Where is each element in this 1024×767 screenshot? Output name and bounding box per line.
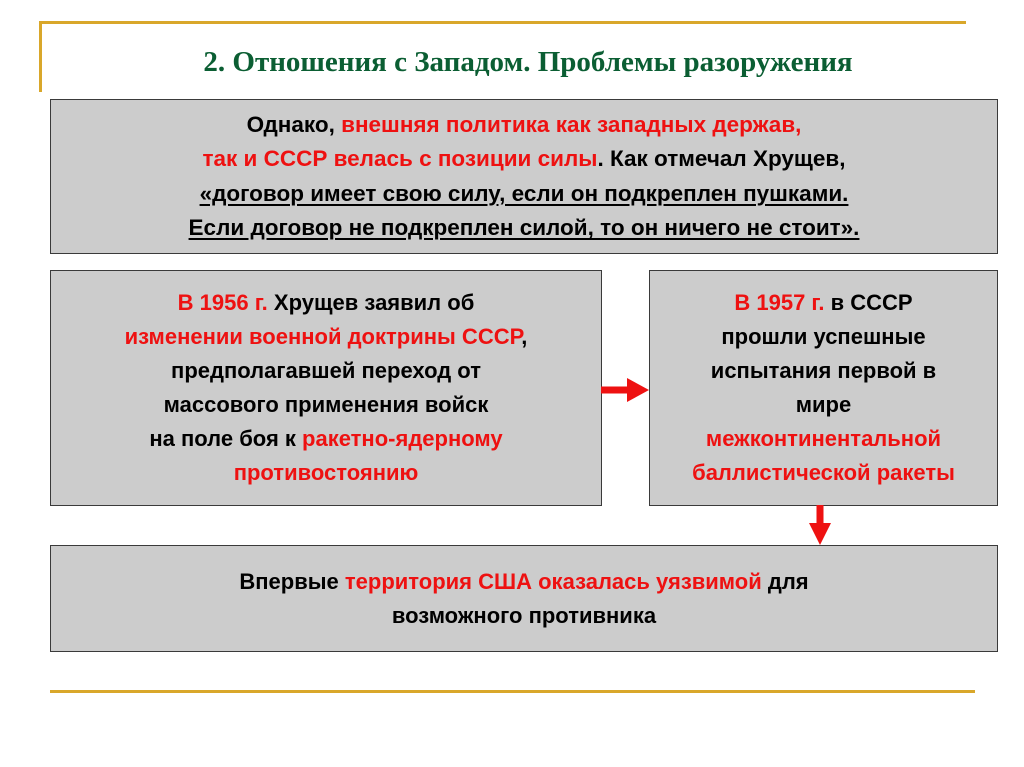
icbm-line-5 — [692, 422, 955, 456]
icbm-text: в СССР — [824, 290, 913, 315]
highlight-text: баллистической ракеты — [692, 460, 955, 485]
year-label: В 1957 г. — [734, 290, 825, 315]
doctrine-text: массового применения войск — [163, 392, 489, 417]
conclusion-box — [50, 545, 998, 652]
doctrine-text: на поле боя к — [149, 426, 303, 451]
conclusion-line-1 — [239, 565, 808, 599]
conclusion-text: Впервые — [239, 568, 345, 594]
icbm-1957-box — [649, 270, 998, 506]
slide-title: 2. Отношения с Западом. Проблемы разоружения — [203, 46, 853, 78]
icbm-line-1 — [692, 286, 955, 320]
intro-line-2 — [189, 142, 860, 177]
doctrine-text: предполагавшей переход от — [171, 358, 481, 383]
arrow-right-icon — [601, 378, 649, 402]
doctrine-line-4 — [125, 388, 528, 422]
doctrine-line-6 — [125, 456, 528, 490]
quote-line-1 — [189, 177, 860, 212]
highlight-text: противостоянию — [233, 460, 419, 485]
doctrine-line-2 — [125, 320, 528, 354]
highlight-text: изменении военной доктрины СССР — [124, 324, 522, 349]
intro-text: Однако, — [246, 111, 342, 137]
highlight-text: территория США оказалась уязвимой — [344, 568, 762, 594]
icbm-text: испытания первой в — [710, 358, 937, 383]
doctrine-text: Хрущев заявил об — [267, 290, 475, 315]
icbm-text: мире — [795, 392, 852, 417]
highlight-text: ракетно-ядерному — [302, 426, 503, 451]
intro-text: . Как отмечал Хрущев, — [597, 146, 846, 171]
top-gold-rule — [40, 21, 966, 24]
arrow-down-icon — [808, 505, 832, 545]
intro-line-1 — [189, 108, 860, 143]
icbm-line-4 — [692, 388, 955, 422]
bottom-gold-rule — [50, 690, 975, 693]
intro-quote-box — [50, 99, 998, 254]
icbm-line-6 — [692, 456, 955, 490]
khrushchev-quote: «договор имеет свою силу, если он подкреплен пушками. — [199, 180, 849, 206]
quote-line-2 — [189, 211, 860, 246]
doctrine-line-1 — [125, 286, 528, 320]
doctrine-line-3 — [125, 354, 528, 388]
conclusion-line-2 — [239, 599, 808, 633]
icbm-text: прошли успешные — [721, 324, 926, 349]
khrushchev-quote: Если договор не подкреплен силой, то он ничего не стоит». — [188, 215, 860, 240]
conclusion-text: для — [761, 568, 809, 594]
highlight-text: так и СССР велась с позиции силы — [202, 146, 598, 171]
highlight-text: внешняя политика как западных держав, — [341, 111, 802, 137]
icbm-line-3 — [692, 354, 955, 388]
doctrine-1956-box — [50, 270, 602, 506]
doctrine-line-5 — [125, 422, 528, 456]
icbm-line-2 — [692, 320, 955, 354]
highlight-text: межконтинентальной — [705, 426, 942, 451]
doctrine-text: , — [521, 324, 528, 349]
year-label: В 1956 г. — [177, 290, 268, 315]
conclusion-text: возможного противника — [391, 602, 657, 628]
